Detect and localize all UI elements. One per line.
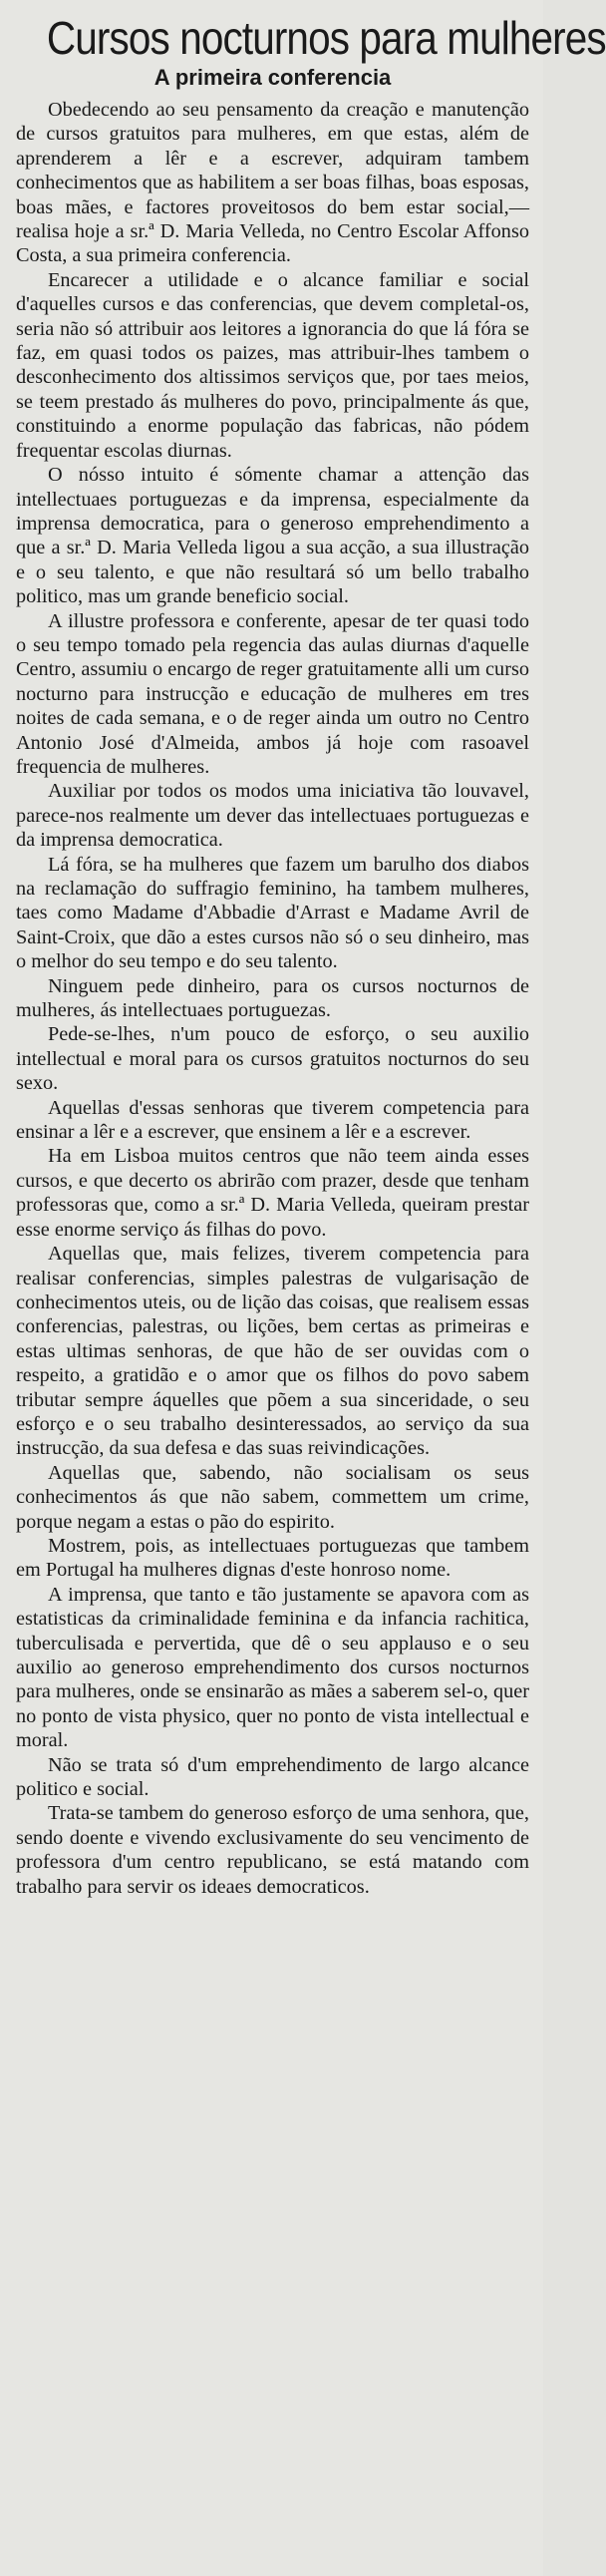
paragraph: Ha em Lisboa muitos centros que não teem ainda esses cursos, e que decerto os abrirão com prazer, desde que tenham professoras que, como a sr.ª D. Maria Velleda, queiram prestar esse enorme serviço ás filhas do povo. (16, 1145, 529, 1241)
article-title: Cursos nocturnos para mulheres (46, 12, 606, 64)
paragraph: Aquellas que, mais felizes, tiverem competencia para realisar conferencias, simples palestras de vulgarisação de conhecimentos uteis, ou de lição das coisas, que realisem essas conferencias, palestras, ou lições, bem certas as primeiras e estas ultimas senhoras, de que hão de ser ouvidas com o respeito, a gratidão e o amor que os filhos do povo sabem tributar sempre áquelles que põem a sua sinceridade, o seu esforço e o seu trabalho desinteressados, ao serviço da sua instrucção, da sua defesa e das suas reivindicações. (16, 1243, 529, 1460)
paragraph: Obedecendo ao seu pensamento da creação e manutenção de cursos gratuitos para mulheres, em que estas, além de aprenderem a lêr e a escrever, adquiram tambem conhecimentos que as habilitem a ser boas filhas, boas esposas, boas mães, e factores proveitosos do bem estar social,— realisa hoje a sr.ª D. Maria Velleda, no Centro Escolar Affonso Costa, a sua primeira conferencia. (16, 99, 529, 267)
paragraph: Encarecer a utilidade e o alcance familiar e social d'aquelles cursos e das conferencias, que devem completal-os, seria não só attribuir aos leitores a ignorancia do que lá fóra se faz, em quasi todos os paizes, mas attribuir-lhes tambem o desconhecimento dos altissimos serviços que, por taes meios, se teem prestado ás mulheres do povo, principalmente ás que, constituindo a enorme população das fabricas, não pódem frequentar escolas diurnas. (16, 268, 529, 462)
paragraph: A illustre professora e conferente, apesar de ter quasi todo o seu tempo tomado pela regencia das aulas diurnas d'aquelle Centro, assumiu o encargo de reger gratuitamente alli um curso nocturno para instrucção e educação de mulheres em tres noites de cada semana, e o de reger ainda um outro no Centro Antonio José d'Almeida, ambos já hoje com rasoavel frequencia de mulheres. (16, 609, 529, 778)
paragraph: Aquellas d'essas senhoras que tiverem competencia para ensinar a lêr e a escrever, que ensinem a lêr e a escrever. (16, 1096, 529, 1144)
paragraph: Mostrem, pois, as intellectuaes portuguezas que tambem em Portugal ha mulheres dignas d'este honroso nome. (16, 1534, 529, 1582)
paragraph: Trata-se tambem do generoso esforço de uma senhora, que, sendo doente e vivendo exclusivamente do seu vencimento de professora d'um centro republicano, se está matando com trabalho para servir os ideaes democraticos. (16, 1802, 529, 1898)
article-subtitle: A primeira conferencia (153, 65, 392, 90)
paragraph: Lá fóra, se ha mulheres que fazem um barulho dos diabos na reclamação do suffragio feminino, ha tambem mulheres, taes como Madame d'Abbadie d'Arrast e Madame Avril de Saint-Croix, que dão a estes cursos não só o seu dinheiro, mas o melhor do seu tempo e do seu talento. (16, 853, 529, 973)
paragraph: O nósso intuito é sómente chamar a attenção das intellectuaes portuguezas e da imprensa, especialmente da imprensa democratica, para o generoso emprehendimento a que a sr.ª D. Maria Velleda ligou a sua acção, a sua illustração e o seu talento, e que não resultará só um bello trabalho politico, mas um grande beneficio social. (16, 464, 529, 608)
paragraph: A imprensa, que tanto e tão justamente se apavora com as estatisticas da criminalidade feminina e da infancia rachiticа, tuberculisada e pervertida, que dê o seu applauso e o seu auxilio ao generoso emprehendimento dos cursos nocturnos para mulheres, onde se ensinarão as mães a saberem sel-o, quer no ponto de vista physico, quer no ponto de vista intellectual e moral. (16, 1583, 529, 1752)
paragraph: Auxiliar por todos os modos uma iniciativa tão louvavel, parece-nos realmente um dever das intellectuaes portuguezas e da imprensa democratica. (16, 780, 529, 852)
article-body (16, 98, 529, 1899)
paragraph: Aquellas que, sabendo, não socialisam os seus conhecimentos ás que não sabem, commettem um crime, porque negam a estas o pão do espirito. (16, 1461, 529, 1533)
paragraph: Ninguem pede dinheiro, para os cursos nocturnos de mulheres, ás intellectuaes portuguezas. (16, 974, 529, 1022)
paragraph: Não se trata só d'um emprehendimento de largo alcance politico e social. (16, 1753, 529, 1801)
paragraph: Pede-se-lhes, n'um pouco de esforço, o seu auxilio intellectual e moral para os cursos gratuitos nocturnos do seu sexo. (16, 1023, 529, 1095)
